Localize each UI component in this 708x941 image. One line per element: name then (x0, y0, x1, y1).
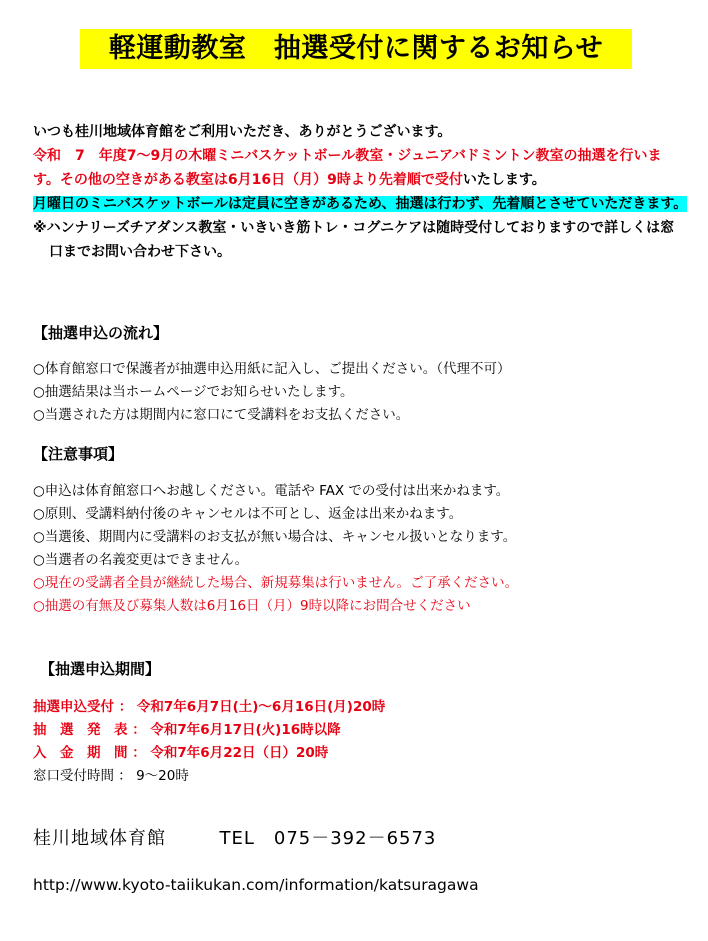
period-list (33, 696, 385, 788)
list-item-warning: ○現在の受講者全員が継続した場合、新規募集は行いません。ご了承ください。 (33, 575, 519, 591)
window-hours-row (33, 765, 385, 788)
period-value: 令和7年6月7日(土)～6月16日(月)20時 (136, 699, 386, 715)
list-item: ○申込は体育館窓口へお越しください。電話や FAX での受付は出来かねます。 (33, 483, 510, 499)
open-enrollment-note: ※ハンナリーズチアダンス教室・いきいき筋トレ・コグニケアは随時受付しておりますので詳しくは窓口までお問い合わせ下さい。 (33, 220, 675, 260)
flow-heading: 【抽選申込の流れ】 (33, 324, 169, 342)
list-item: ○体育館窓口で保護者が抽選申込用紙に記入し、ご提出ください。（代理不可） (33, 361, 511, 377)
period-label: 抽選申込受付 ： (33, 699, 137, 715)
period-label: 入 金 期 間 ： (33, 745, 151, 761)
greeting-text: いつも桂川地域体育館をご利用いただき、ありがとうございます。 (33, 124, 452, 140)
facility-name: 桂川地域体育館 (33, 828, 166, 849)
period-heading: 【抽選申込期間】 (40, 660, 161, 678)
notes-list (33, 480, 518, 618)
intro-block (33, 120, 688, 264)
period-value: 令和7年6月22日（日）20時 (150, 745, 329, 761)
lottery-announcement-suffix: いたします。 (462, 172, 546, 188)
page-title: 軽運動教室 抽選受付に関するお知らせ (80, 29, 632, 69)
monday-minibasket-notice: 月曜日のミニバスケットボールは定員に空きがあるため、抽選は行わず、先着順とさせていただきます。 (33, 196, 688, 212)
list-item-warning: ○抽選の有無及び募集人数は6月16日（月）9時以降にお問合せください (33, 598, 471, 614)
window-hours-value: 9～20時 (136, 768, 189, 784)
period-value: 令和7年6月17日(火)16時以降 (150, 722, 341, 738)
flow-list (33, 358, 511, 427)
period-label: 抽 選 発 表 ： (33, 722, 151, 738)
notes-heading: 【注意事項】 (33, 445, 124, 463)
website-link[interactable]: http://www.kyoto-taiikukan.com/information/katsuragawa (33, 876, 479, 894)
period-row (33, 719, 385, 742)
period-row (33, 742, 385, 765)
list-item: ○抽選結果は当ホームページでお知らせいたします。 (33, 384, 354, 400)
phone-number[interactable]: TEL 075－392－6573 (219, 828, 437, 849)
list-item: ○当選者の名義変更はできません。 (33, 552, 249, 568)
period-row (33, 696, 385, 719)
list-item: ○当選後、期間内に受講料のお支払が無い場合は、キャンセル扱いとなります。 (33, 529, 517, 545)
lottery-announcement: 令和 7 年度7～9月の木曜ミニバスケットボール教室・ジュニアバドミントン教室の抽選を行います。その他の空きがある教室は6月16日（月）9時より先着順で受付 (33, 148, 662, 188)
window-hours-label: 窓口受付時間 ： (33, 768, 137, 784)
list-item: ○当選された方は期間内に窓口にて受講料をお支払ください。 (33, 407, 410, 423)
contact-line (33, 824, 436, 850)
list-item: ○原則、受講料納付後のキャンセルは不可とし、返金は出来かねます。 (33, 506, 463, 522)
